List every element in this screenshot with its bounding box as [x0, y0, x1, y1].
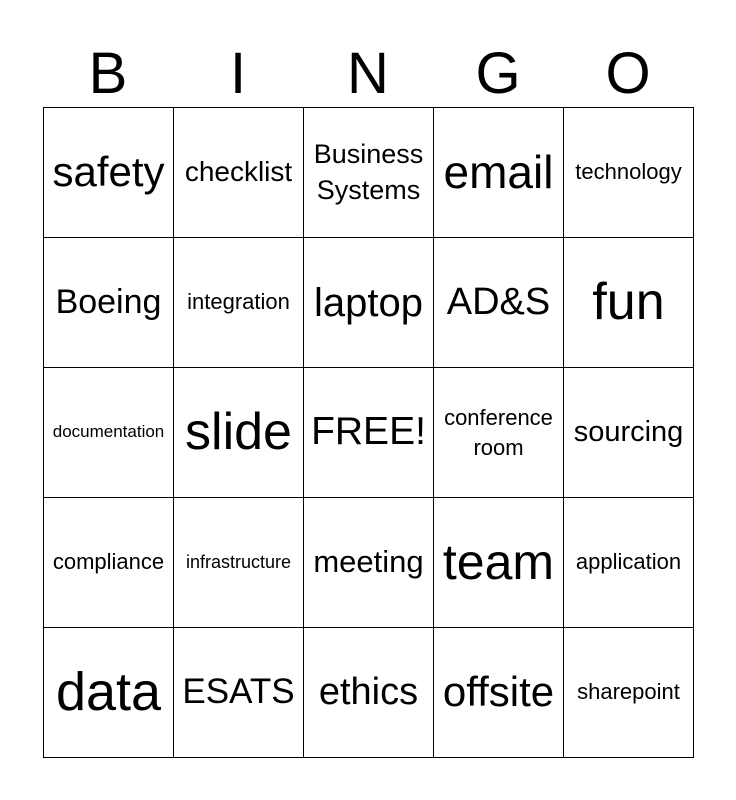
bingo-cell[interactable]	[304, 238, 434, 368]
cell-label: technology	[575, 159, 682, 185]
cell-label: documentation	[52, 422, 165, 442]
cell-label: integration	[187, 289, 290, 315]
free-space-label: FREE!	[311, 410, 426, 454]
bingo-cell[interactable]	[564, 498, 694, 628]
bingo-cell[interactable]	[44, 368, 174, 498]
bingo-cell[interactable]	[434, 238, 564, 368]
cell-label: ethics	[318, 670, 419, 713]
bingo-cell[interactable]	[434, 628, 564, 758]
cell-label: checklist	[184, 156, 293, 188]
cell-label: slide	[185, 402, 292, 461]
cell-label: ESATS	[182, 672, 295, 712]
bingo-cell[interactable]	[174, 628, 304, 758]
bingo-cell[interactable]	[304, 498, 434, 628]
bingo-cell[interactable]	[174, 498, 304, 628]
bingo-cell[interactable]	[44, 108, 174, 238]
bingo-cell[interactable]	[304, 108, 434, 238]
cell-label: Business Systems	[313, 139, 424, 205]
cell-label: team	[442, 534, 555, 590]
cell-label: sharepoint	[577, 679, 680, 705]
bingo-cell[interactable]	[434, 108, 564, 238]
bingo-cell[interactable]	[44, 238, 174, 368]
cell-label: fun	[592, 272, 665, 331]
cell-label: infrastructure	[185, 551, 292, 572]
bingo-cell[interactable]	[564, 238, 694, 368]
bingo-cell[interactable]	[304, 628, 434, 758]
bingo-cell[interactable]	[44, 498, 174, 628]
bingo-cell[interactable]	[44, 628, 174, 758]
header-letter-n: N	[347, 41, 389, 106]
cell-label: conference room	[444, 404, 553, 460]
cell-label: sourcing	[573, 415, 684, 448]
cell-label: compliance	[52, 549, 165, 575]
bingo-cell[interactable]	[174, 108, 304, 238]
cell-label: safety	[52, 148, 165, 196]
header-letter-i: I	[229, 41, 247, 106]
cell-label: data	[55, 661, 162, 722]
cell-label: meeting	[313, 544, 424, 580]
cell-label: email	[443, 146, 554, 199]
cell-label: Boeing	[55, 282, 162, 321]
cell-label: AD&S	[446, 280, 551, 323]
bingo-cell[interactable]	[564, 368, 694, 498]
header-letter-o: O	[605, 41, 651, 106]
bingo-cell[interactable]	[564, 628, 694, 758]
cell-label: application	[575, 549, 682, 575]
bingo-cell[interactable]	[434, 368, 564, 498]
header-letter-b: B	[88, 41, 128, 106]
bingo-header	[43, 40, 693, 108]
bingo-board	[43, 107, 694, 758]
bingo-cell[interactable]	[434, 498, 564, 628]
bingo-cell[interactable]	[564, 108, 694, 238]
bingo-cell free-space[interactable]	[304, 368, 434, 498]
cell-label: offsite	[442, 668, 555, 716]
cell-label: laptop	[314, 280, 423, 325]
bingo-cell[interactable]	[174, 238, 304, 368]
header-letter-g: G	[475, 41, 521, 106]
bingo-cell[interactable]	[174, 368, 304, 498]
